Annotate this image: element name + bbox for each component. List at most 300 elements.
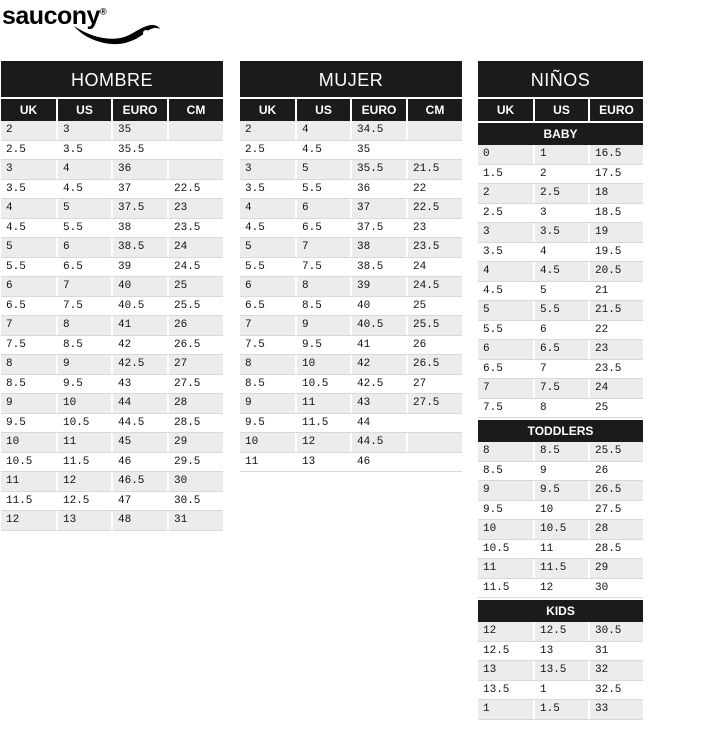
table-cell: 6 (478, 340, 533, 359)
swoosh-icon (72, 16, 162, 46)
table-cell: 19 (588, 223, 643, 242)
table-row (240, 453, 462, 473)
table-cell: 35 (111, 121, 167, 140)
table-cell: 25 (167, 277, 223, 296)
table-cell: 46.5 (111, 472, 167, 491)
table-row (240, 433, 462, 453)
table-cell: 17.5 (588, 165, 643, 184)
table-cell: 13 (533, 642, 588, 661)
table-cell: 11 (533, 540, 588, 559)
table-cell: 10 (533, 501, 588, 520)
table-cell: 7 (478, 379, 533, 398)
table-cell: 30 (167, 472, 223, 491)
table-cell: 1.5 (478, 165, 533, 184)
table-cell: 39 (111, 258, 167, 277)
table-cell: 7 (240, 316, 295, 335)
table-cell: 29 (167, 433, 223, 452)
table-cell: 30.5 (588, 622, 643, 641)
table-cell: 11.5 (56, 453, 111, 472)
table-cell: 7 (533, 360, 588, 379)
table-cell: 44.5 (350, 433, 406, 452)
table-cell: 2.5 (240, 141, 295, 160)
table-cell: 13 (56, 511, 111, 530)
table-row (1, 277, 223, 297)
table-row (1, 238, 223, 258)
column-header: EURO (588, 99, 643, 121)
table-row (478, 540, 643, 560)
table-cell: 8.5 (533, 442, 588, 461)
table-cell: 7.5 (533, 379, 588, 398)
table-cell: 2 (1, 121, 56, 140)
table-cell: 5.5 (56, 219, 111, 238)
table-cell: 29 (588, 559, 643, 578)
table-cell: 34.5 (350, 121, 406, 140)
table-cell: 28 (588, 520, 643, 539)
table-cell: 9.5 (295, 336, 350, 355)
table-cell: 3.5 (1, 180, 56, 199)
table-cell: 11 (295, 394, 350, 413)
column-header: EURO (111, 99, 167, 121)
table-cell: 13.5 (478, 681, 533, 700)
table-cell: 21.5 (406, 160, 462, 179)
table-cell: 8 (295, 277, 350, 296)
table-cell: 9.5 (56, 375, 111, 394)
table-cell: 40 (350, 297, 406, 316)
table-cell: 8 (1, 355, 56, 374)
column-header: CM (406, 99, 462, 121)
column-header: CM (167, 99, 223, 121)
table-row (240, 258, 462, 278)
table-cell: 36 (111, 160, 167, 179)
table-cell: 37.5 (350, 219, 406, 238)
table-cell: 11 (478, 559, 533, 578)
table-cell: 38.5 (350, 258, 406, 277)
table-cell: 20.5 (588, 262, 643, 281)
table-row (478, 642, 643, 662)
table-row (478, 165, 643, 185)
table-row (478, 622, 643, 642)
table-cell: 28 (167, 394, 223, 413)
table-cell: 2.5 (533, 184, 588, 203)
table-cell: 12 (56, 472, 111, 491)
table-cell: 27 (406, 375, 462, 394)
table-cell: 5.5 (240, 258, 295, 277)
column-header: EURO (350, 99, 406, 121)
table-cell: 5 (240, 238, 295, 257)
table-cell: 4.5 (478, 282, 533, 301)
table-row (240, 141, 462, 161)
table-cell: 7.5 (478, 399, 533, 418)
table-cell: 24.5 (406, 277, 462, 296)
table-row (1, 219, 223, 239)
table-cell: 19.5 (588, 243, 643, 262)
table-cell: 11 (56, 433, 111, 452)
table-cell: 4 (1, 199, 56, 218)
table-cell: 28.5 (588, 540, 643, 559)
table-cell: 5 (295, 160, 350, 179)
table-cell: 38.5 (111, 238, 167, 257)
mujer-title: MUJER (240, 61, 462, 97)
brand-wordmark: saucony® (2, 2, 107, 30)
table-cell: 16.5 (588, 145, 643, 164)
table-cell: 4 (240, 199, 295, 218)
table-cell: 9 (478, 481, 533, 500)
table-cell: 2.5 (1, 141, 56, 160)
table-cell: 1.5 (533, 700, 588, 719)
table-cell: 41 (350, 336, 406, 355)
table-cell: 2 (533, 165, 588, 184)
table-cell (406, 433, 462, 452)
table-cell: 33 (588, 700, 643, 719)
hombre-title: HOMBRE (1, 61, 223, 97)
table-cell (406, 414, 462, 433)
table-row (1, 258, 223, 278)
table-cell: 24.5 (167, 258, 223, 277)
table-cell: 10.5 (295, 375, 350, 394)
table-cell: 26 (406, 336, 462, 355)
table-cell: 9.5 (533, 481, 588, 500)
table-cell: 5 (1, 238, 56, 257)
table-cell: 7 (1, 316, 56, 335)
table-cell: 6.5 (240, 297, 295, 316)
table-cell: 27 (167, 355, 223, 374)
table-cell: 7.5 (295, 258, 350, 277)
table-cell: 11 (240, 453, 295, 472)
table-row (478, 360, 643, 380)
table-row (478, 262, 643, 282)
table-cell: 22 (588, 321, 643, 340)
table-cell: 4.5 (56, 180, 111, 199)
table-cell: 2 (240, 121, 295, 140)
table-cell: 6 (533, 321, 588, 340)
table-cell: 12 (478, 622, 533, 641)
mujer-header-row (240, 99, 462, 121)
table-cell: 38 (111, 219, 167, 238)
table-row (240, 316, 462, 336)
table-cell: 12 (295, 433, 350, 452)
table-cell: 35 (350, 141, 406, 160)
table-cell: 30 (588, 579, 643, 598)
table-cell: 12.5 (56, 492, 111, 511)
table-cell: 36 (350, 180, 406, 199)
table-cell: 42 (350, 355, 406, 374)
hombre-size-table (1, 61, 223, 531)
table-row (240, 121, 462, 141)
mujer-rows (240, 121, 462, 472)
table-cell: 7 (56, 277, 111, 296)
table-cell (406, 121, 462, 140)
table-row (1, 511, 223, 531)
table-cell: 25.5 (167, 297, 223, 316)
table-cell: 10.5 (533, 520, 588, 539)
table-cell: 35.5 (111, 141, 167, 160)
table-cell: 3.5 (56, 141, 111, 160)
table-row (1, 355, 223, 375)
table-row (1, 160, 223, 180)
table-row (240, 414, 462, 434)
table-cell: 21.5 (588, 301, 643, 320)
table-row (478, 301, 643, 321)
table-cell: 6 (240, 277, 295, 296)
table-cell: 26.5 (406, 355, 462, 374)
table-cell: 11.5 (1, 492, 56, 511)
section-header-baby: BABY (478, 123, 643, 145)
section-header-toddlers: TODDLERS (478, 420, 643, 442)
table-cell: 31 (167, 511, 223, 530)
table-cell: 45 (111, 433, 167, 452)
table-cell: 31 (588, 642, 643, 661)
table-row (1, 394, 223, 414)
table-cell: 3.5 (478, 243, 533, 262)
table-row (240, 355, 462, 375)
table-cell: 6 (1, 277, 56, 296)
table-cell: 3 (478, 223, 533, 242)
table-row (1, 121, 223, 141)
table-row (240, 199, 462, 219)
column-header: UK (478, 99, 533, 121)
table-cell: 9.5 (478, 501, 533, 520)
table-row (240, 394, 462, 414)
table-cell: 40 (111, 277, 167, 296)
table-cell: 18.5 (588, 204, 643, 223)
table-row (1, 141, 223, 161)
table-cell: 42.5 (350, 375, 406, 394)
table-cell: 11.5 (533, 559, 588, 578)
table-cell: 10.5 (1, 453, 56, 472)
table-cell: 24 (588, 379, 643, 398)
table-cell: 26.5 (588, 481, 643, 500)
table-row (240, 160, 462, 180)
mujer-size-table (240, 61, 462, 472)
table-cell: 39 (350, 277, 406, 296)
table-cell: 6 (295, 199, 350, 218)
saucony-logo (2, 2, 162, 44)
table-cell: 6.5 (295, 219, 350, 238)
table-cell (167, 160, 223, 179)
table-cell: 42 (111, 336, 167, 355)
table-cell: 4 (478, 262, 533, 281)
table-cell: 37 (111, 180, 167, 199)
table-cell: 6.5 (1, 297, 56, 316)
table-row (1, 472, 223, 492)
table-cell: 8.5 (240, 375, 295, 394)
table-row (240, 238, 462, 258)
table-row (1, 297, 223, 317)
ninos-size-table (478, 61, 643, 720)
table-row (478, 661, 643, 681)
table-row (1, 199, 223, 219)
table-cell: 8.5 (478, 462, 533, 481)
table-cell: 4 (533, 243, 588, 262)
table-cell: 3.5 (533, 223, 588, 242)
table-cell: 11.5 (478, 579, 533, 598)
table-cell: 12 (533, 579, 588, 598)
table-row (478, 321, 643, 341)
table-cell: 9 (56, 355, 111, 374)
table-cell: 47 (111, 492, 167, 511)
table-cell: 18 (588, 184, 643, 203)
table-row (240, 180, 462, 200)
table-row (240, 336, 462, 356)
table-cell: 8 (56, 316, 111, 335)
table-row (478, 520, 643, 540)
table-cell: 7 (295, 238, 350, 257)
table-row (1, 414, 223, 434)
ninos-title: NIÑOS (478, 61, 643, 97)
table-row (478, 184, 643, 204)
table-cell: 9.5 (240, 414, 295, 433)
table-cell: 24 (167, 238, 223, 257)
table-cell: 26.5 (167, 336, 223, 355)
table-cell: 11.5 (295, 414, 350, 433)
hombre-header-row (1, 99, 223, 121)
table-row (1, 492, 223, 512)
table-cell: 9 (240, 394, 295, 413)
table-cell: 9 (295, 316, 350, 335)
table-row (478, 282, 643, 302)
table-cell: 35.5 (350, 160, 406, 179)
table-cell: 28.5 (167, 414, 223, 433)
table-cell: 7.5 (1, 336, 56, 355)
table-cell: 9.5 (1, 414, 56, 433)
table-cell: 30.5 (167, 492, 223, 511)
table-cell: 5 (478, 301, 533, 320)
table-row (240, 277, 462, 297)
table-cell: 5.5 (295, 180, 350, 199)
table-cell: 48 (111, 511, 167, 530)
column-header: US (56, 99, 111, 121)
table-cell: 8.5 (56, 336, 111, 355)
table-cell: 6.5 (533, 340, 588, 359)
table-cell: 10 (56, 394, 111, 413)
table-cell: 10 (240, 433, 295, 452)
table-cell: 5 (533, 282, 588, 301)
table-cell: 3.5 (240, 180, 295, 199)
table-row (1, 180, 223, 200)
table-cell: 26 (588, 462, 643, 481)
table-cell: 4.5 (1, 219, 56, 238)
table-row (240, 297, 462, 317)
table-cell: 3 (1, 160, 56, 179)
table-cell: 5.5 (478, 321, 533, 340)
table-cell: 9 (1, 394, 56, 413)
table-cell: 40.5 (111, 297, 167, 316)
table-row (1, 316, 223, 336)
table-cell (406, 141, 462, 160)
table-cell: 22.5 (167, 180, 223, 199)
table-cell: 44 (350, 414, 406, 433)
table-cell: 10.5 (56, 414, 111, 433)
table-cell: 41 (111, 316, 167, 335)
table-row (478, 145, 643, 165)
table-cell: 24 (406, 258, 462, 277)
table-cell: 4.5 (240, 219, 295, 238)
column-header: UK (240, 99, 295, 121)
table-cell: 4.5 (295, 141, 350, 160)
table-cell: 25.5 (406, 316, 462, 335)
table-cell: 43 (350, 394, 406, 413)
table-cell: 13 (478, 661, 533, 680)
table-row (478, 681, 643, 701)
table-row (478, 243, 643, 263)
table-row (1, 433, 223, 453)
table-cell: 8 (533, 399, 588, 418)
table-cell: 22 (406, 180, 462, 199)
table-row (1, 453, 223, 473)
table-cell: 10.5 (478, 540, 533, 559)
table-cell: 11 (1, 472, 56, 491)
table-cell: 44.5 (111, 414, 167, 433)
table-cell: 27.5 (406, 394, 462, 413)
table-cell: 13.5 (533, 661, 588, 680)
table-cell: 38 (350, 238, 406, 257)
table-cell: 37.5 (111, 199, 167, 218)
table-cell: 4 (295, 121, 350, 140)
table-row (478, 700, 643, 720)
hombre-rows (1, 121, 223, 531)
table-cell: 1 (533, 145, 588, 164)
table-cell: 9 (533, 462, 588, 481)
table-row (478, 481, 643, 501)
table-cell: 6.5 (478, 360, 533, 379)
table-cell: 46 (111, 453, 167, 472)
table-cell: 27.5 (167, 375, 223, 394)
table-cell: 37 (350, 199, 406, 218)
table-cell: 10 (295, 355, 350, 374)
table-cell: 23 (167, 199, 223, 218)
table-row (1, 375, 223, 395)
table-cell (167, 141, 223, 160)
table-cell: 12.5 (533, 622, 588, 641)
table-cell: 3 (533, 204, 588, 223)
table-cell: 8 (240, 355, 295, 374)
table-cell: 3 (240, 160, 295, 179)
table-cell: 29.5 (167, 453, 223, 472)
table-cell: 4 (56, 160, 111, 179)
table-row (478, 340, 643, 360)
table-cell: 23 (406, 219, 462, 238)
table-row (478, 204, 643, 224)
table-cell: 40.5 (350, 316, 406, 335)
table-cell: 7.5 (56, 297, 111, 316)
table-cell: 4.5 (533, 262, 588, 281)
column-header: US (533, 99, 588, 121)
table-row (1, 336, 223, 356)
table-cell: 5.5 (1, 258, 56, 277)
table-cell: 8 (478, 442, 533, 461)
table-cell: 0 (478, 145, 533, 164)
table-row (478, 559, 643, 579)
table-row (478, 379, 643, 399)
ninos-sections (478, 123, 643, 720)
section-header-kids: KIDS (478, 600, 643, 622)
table-cell: 25 (588, 399, 643, 418)
table-cell (167, 121, 223, 140)
table-cell: 8.5 (295, 297, 350, 316)
table-cell: 46 (350, 453, 406, 472)
table-cell: 5.5 (533, 301, 588, 320)
table-row (478, 501, 643, 521)
table-row (240, 219, 462, 239)
table-row (478, 223, 643, 243)
table-cell: 25.5 (588, 442, 643, 461)
table-cell: 10 (1, 433, 56, 452)
table-row (478, 442, 643, 462)
column-header: UK (1, 99, 56, 121)
table-cell: 23 (588, 340, 643, 359)
table-cell: 2 (478, 184, 533, 203)
table-cell: 42.5 (111, 355, 167, 374)
